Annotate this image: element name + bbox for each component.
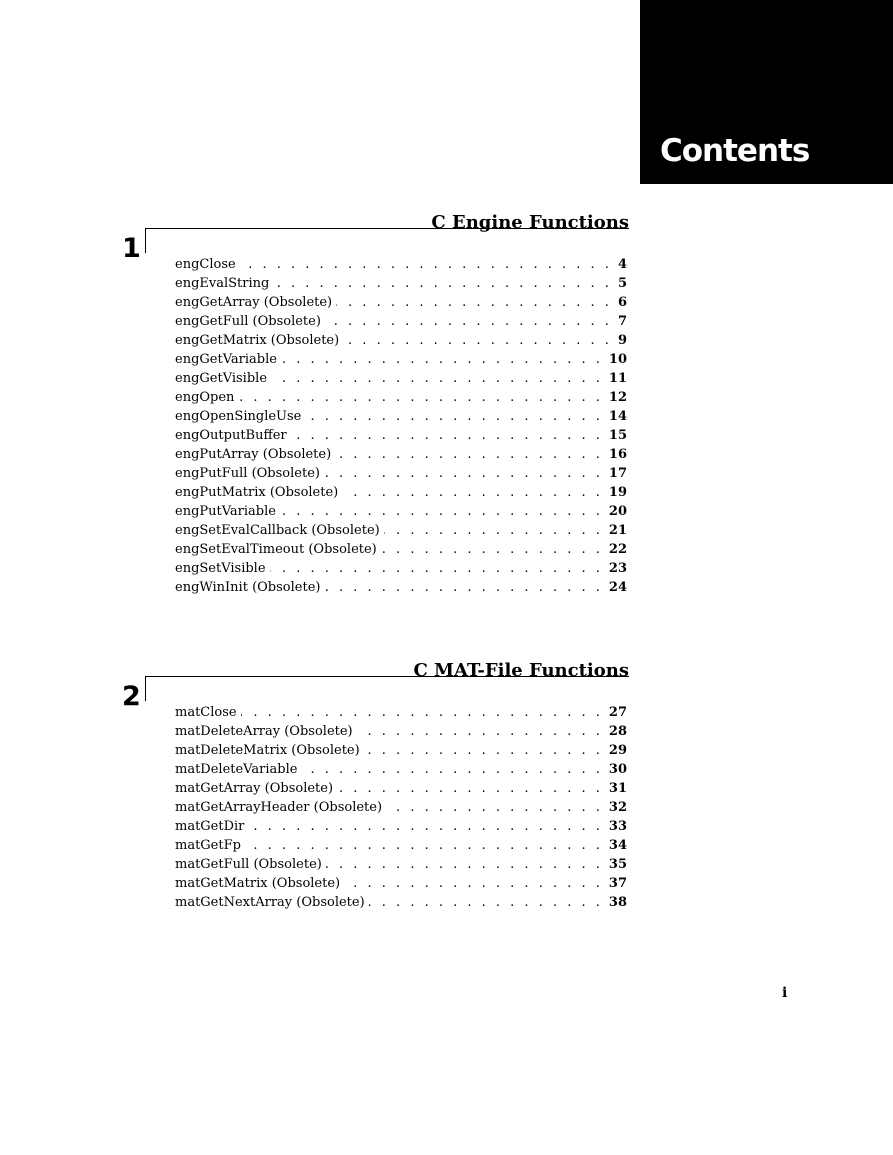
toc-entry-name: matDeleteVariable	[175, 762, 298, 777]
toc-entry-name: matDeleteArray (Obsolete)	[175, 724, 353, 739]
toc-entry[interactable]	[175, 893, 627, 912]
toc-entry[interactable]	[175, 426, 627, 445]
toc-entry-name: engGetMatrix (Obsolete)	[175, 333, 340, 348]
toc-leader-dots	[245, 836, 603, 855]
toc-leader-dots	[384, 521, 603, 540]
toc-leader-dots	[240, 255, 612, 274]
toc-entry[interactable]	[175, 293, 627, 312]
toc-entry[interactable]	[175, 464, 627, 483]
toc-entry-page: 7	[617, 314, 627, 329]
toc-entry-page: 5	[617, 276, 627, 291]
toc-entry-page: 27	[608, 705, 627, 720]
toc-entry-name: matGetArrayHeader (Obsolete)	[175, 800, 383, 815]
toc-leader-dots	[343, 331, 612, 350]
toc-entry-page: 29	[608, 743, 627, 758]
toc-entry[interactable]	[175, 703, 627, 722]
toc-entry-page: 31	[608, 781, 627, 796]
toc-entry-page: 22	[608, 542, 627, 557]
toc-entry-name: matGetDir	[175, 819, 245, 834]
toc-entry[interactable]	[175, 722, 627, 741]
toc-entry-name: matGetFull (Obsolete)	[175, 857, 322, 872]
toc-leader-dots	[273, 274, 612, 293]
toc-entry-name: engGetArray (Obsolete)	[175, 295, 333, 310]
toc-entry[interactable]	[175, 445, 627, 464]
toc-leader-dots	[381, 540, 603, 559]
toc-leader-dots	[291, 426, 603, 445]
toc-entry-name: engOpenSingleUse	[175, 409, 302, 424]
toc-entry[interactable]	[175, 255, 627, 274]
toc-entry-page: 6	[617, 295, 627, 310]
toc-entry-name: engSetEvalCallback (Obsolete)	[175, 523, 380, 538]
toc-entry-page: 23	[608, 561, 627, 576]
toc-leader-dots	[241, 703, 603, 722]
toc-leader-dots	[305, 407, 603, 426]
toc-entry-name: matGetFp	[175, 838, 241, 853]
toc-leader-dots	[280, 502, 603, 521]
toc-entry[interactable]	[175, 817, 627, 836]
toc-entry-name: engOutputBuffer	[175, 428, 287, 443]
toc-entry-name: matGetNextArray (Obsolete)	[175, 895, 365, 910]
toc-entry[interactable]	[175, 521, 627, 540]
toc-leader-dots	[357, 722, 603, 741]
toc-entry-page: 15	[608, 428, 627, 443]
toc-entry-name: engPutArray (Obsolete)	[175, 447, 332, 462]
toc-entry[interactable]	[175, 798, 627, 817]
toc-entry-page: 20	[608, 504, 627, 519]
toc-entry[interactable]	[175, 331, 627, 350]
toc-entry[interactable]	[175, 559, 627, 578]
toc-entry-page: 11	[608, 371, 627, 386]
toc-entry[interactable]	[175, 274, 627, 293]
toc-leader-dots	[238, 388, 602, 407]
toc-entry-name: engWinInit (Obsolete)	[175, 580, 321, 595]
contents-title: Contents	[660, 133, 810, 169]
toc-leader-dots	[324, 464, 603, 483]
toc-leader-dots	[271, 369, 603, 388]
toc-entry-name: matDeleteMatrix (Obsolete)	[175, 743, 360, 758]
toc-entry-list	[175, 255, 627, 597]
toc-entry[interactable]	[175, 350, 627, 369]
toc-entry-page: 21	[608, 523, 627, 538]
toc-entry-name: engPutVariable	[175, 504, 276, 519]
toc-entry-name: matGetArray (Obsolete)	[175, 781, 334, 796]
toc-entry-page: 19	[608, 485, 627, 500]
toc-leader-dots	[326, 855, 603, 874]
toc-entry-page: 33	[608, 819, 627, 834]
toc-entry-page: 35	[608, 857, 627, 872]
contents-header-box	[640, 0, 893, 184]
toc-entry-page: 30	[608, 762, 627, 777]
toc-leader-dots	[281, 350, 603, 369]
chapter-rule	[145, 676, 629, 701]
toc-entry-page: 16	[608, 447, 627, 462]
toc-entry[interactable]	[175, 578, 627, 597]
toc-leader-dots	[336, 293, 612, 312]
toc-entry-name: engPutFull (Obsolete)	[175, 466, 320, 481]
toc-entry-page: 34	[608, 838, 627, 853]
toc-leader-dots	[270, 559, 603, 578]
toc-entry[interactable]	[175, 388, 627, 407]
toc-entry[interactable]	[175, 540, 627, 559]
toc-entry-page: 32	[608, 800, 627, 815]
toc-entry-list	[175, 703, 627, 912]
toc-leader-dots	[342, 483, 603, 502]
page-number: i	[782, 985, 788, 1001]
toc-entry-name: engPutMatrix (Obsolete)	[175, 485, 339, 500]
toc-entry[interactable]	[175, 760, 627, 779]
toc-leader-dots	[386, 798, 603, 817]
toc-leader-dots	[325, 312, 612, 331]
chapter-number: 1	[122, 233, 141, 264]
toc-leader-dots	[337, 779, 603, 798]
chapter-title: C MAT-File Functions	[413, 660, 629, 681]
toc-entry-page: 9	[617, 333, 627, 348]
toc-leader-dots	[344, 874, 603, 893]
toc-entry[interactable]	[175, 741, 627, 760]
toc-entry[interactable]	[175, 369, 627, 388]
toc-entry-name: engGetVisible	[175, 371, 268, 386]
toc-leader-dots	[248, 817, 603, 836]
toc-entry-name: engSetVisible	[175, 561, 266, 576]
toc-entry-page: 37	[608, 876, 627, 891]
chapter-title: C Engine Functions	[431, 212, 629, 233]
chapter-number: 2	[122, 681, 141, 712]
toc-leader-dots	[364, 741, 603, 760]
toc-entry-page: 28	[608, 724, 627, 739]
toc-entry-name: engGetVariable	[175, 352, 277, 367]
toc-entry-page: 17	[608, 466, 627, 481]
toc-entry[interactable]	[175, 407, 627, 426]
toc-leader-dots	[335, 445, 603, 464]
toc-entry[interactable]	[175, 502, 627, 521]
toc-entry-page: 38	[608, 895, 627, 910]
toc-entry-page: 12	[608, 390, 627, 405]
toc-leader-dots	[301, 760, 602, 779]
toc-entry-name: engClose	[175, 257, 236, 272]
toc-entry-name: matClose	[175, 705, 237, 720]
toc-leader-dots	[324, 578, 602, 597]
toc-entry-name: engOpen	[175, 390, 235, 405]
toc-entry-name: matGetMatrix (Obsolete)	[175, 876, 341, 891]
toc-entry-name: engSetEvalTimeout (Obsolete)	[175, 542, 377, 557]
toc-entry[interactable]	[175, 855, 627, 874]
toc-entry[interactable]	[175, 483, 627, 502]
toc-entry-page: 4	[617, 257, 627, 272]
toc-entry-name: engGetFull (Obsolete)	[175, 314, 321, 329]
toc-entry-page: 14	[608, 409, 627, 424]
toc-entry[interactable]	[175, 874, 627, 893]
toc-leader-dots	[369, 893, 603, 912]
toc-entry-page: 10	[608, 352, 627, 367]
chapter-rule	[145, 228, 629, 253]
toc-entry-page: 24	[608, 580, 627, 595]
toc-entry[interactable]	[175, 312, 627, 331]
toc-entry[interactable]	[175, 779, 627, 798]
toc-entry[interactable]	[175, 836, 627, 855]
toc-entry-name: engEvalString	[175, 276, 270, 291]
